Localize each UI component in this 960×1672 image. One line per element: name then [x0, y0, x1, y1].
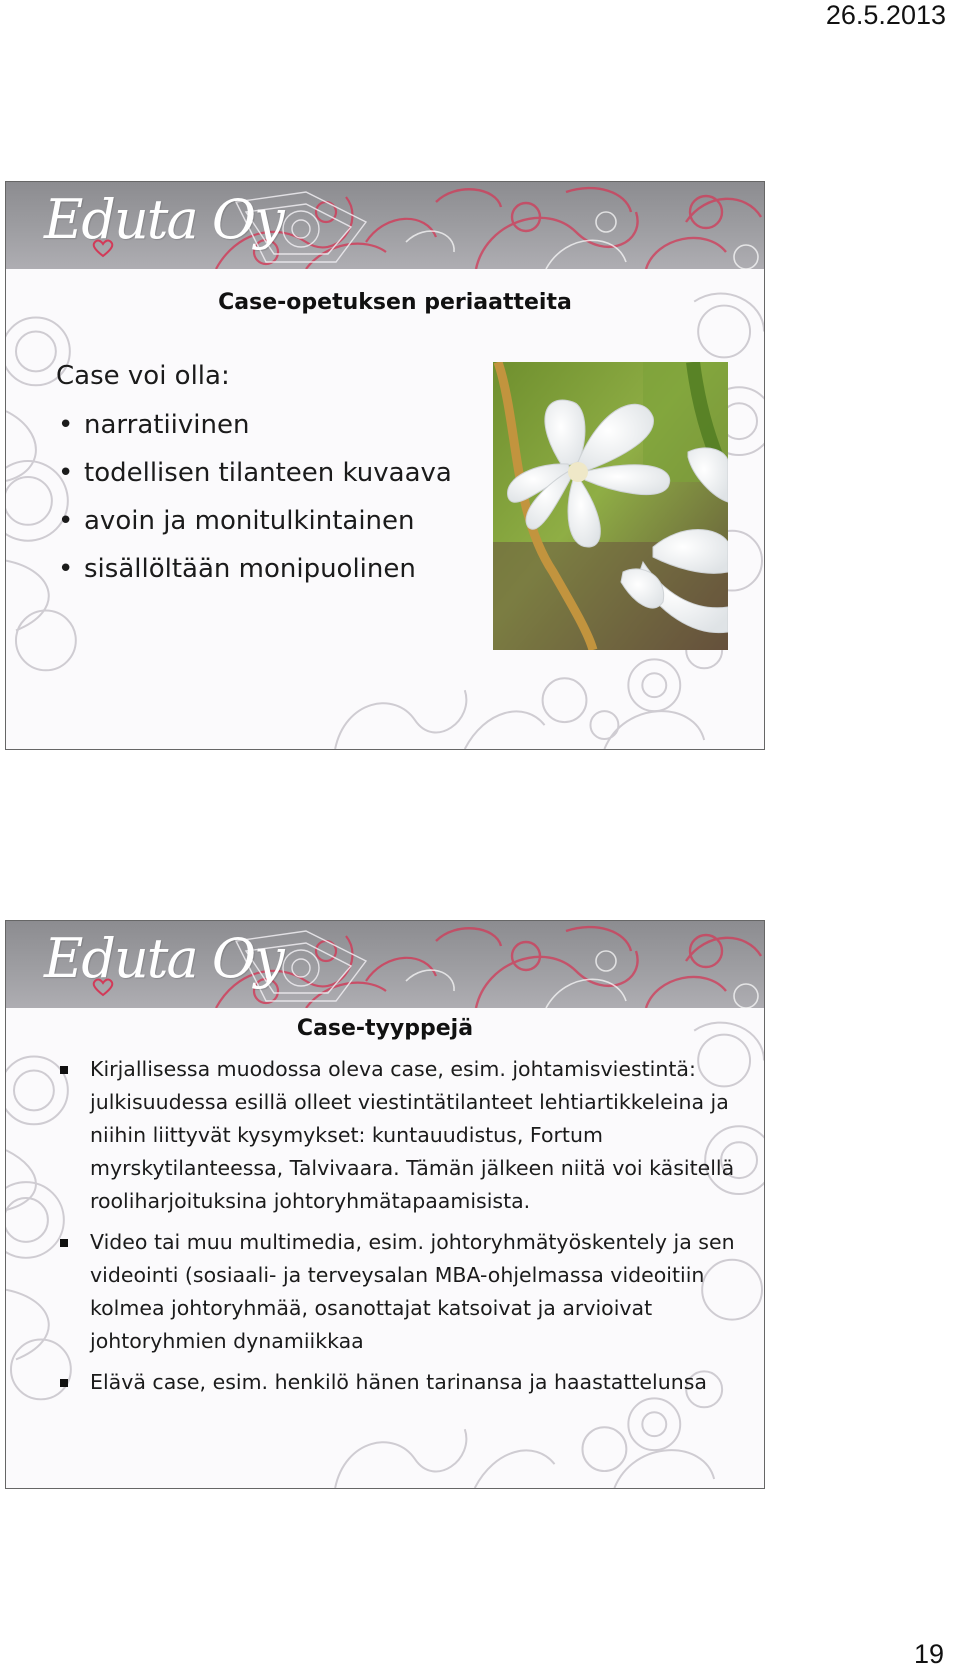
heart-icon	[92, 977, 114, 997]
list-item: Elävä case, esim. henkilö hänen tarinansa ja haastattelunsa	[56, 1366, 746, 1399]
intro-text: Case voi olla:	[56, 361, 230, 391]
slide-title: Case-opetuksen periaatteita	[218, 290, 572, 315]
list-item: • avoin ja monitulkintainen	[58, 506, 415, 536]
heart-icon	[92, 238, 114, 258]
slide-header-banner	[6, 182, 764, 269]
slide-content	[6, 1008, 764, 1488]
list-item: • sisällöltään monipuolinen	[58, 554, 416, 584]
bullet-icon: •	[58, 554, 74, 584]
list-item: Video tai muu multimedia, esim. johtoryhmätyöskentely ja sen videointi (sosiaali- ja terveysalan MBA-ohjelmassa videoitiin kolmea johtoryhmää, osanottajat katsoivat ja arvioivat johtoryhmien dynamiikkaa	[56, 1226, 746, 1358]
slide-title: Case-tyyppejä	[296, 1016, 474, 1041]
bullet-list	[56, 409, 452, 601]
bullet-icon: •	[58, 506, 74, 536]
bullet-icon: •	[58, 410, 74, 440]
square-bullet-icon	[60, 1379, 68, 1387]
slide-1	[5, 181, 765, 750]
slide-2	[5, 920, 765, 1489]
bullet-icon: •	[58, 458, 74, 488]
eduta-logo: Eduta Oy	[44, 188, 283, 251]
list-item: • todellisen tilanteen kuvaava	[58, 458, 452, 488]
page-number: 19	[913, 1639, 944, 1669]
square-bullet-icon	[60, 1066, 68, 1074]
white-flower-photo	[493, 362, 728, 650]
slide-content	[6, 269, 764, 749]
case-type-list	[56, 1053, 746, 1407]
eduta-logo: Eduta Oy	[44, 927, 283, 990]
page-date: 26.5.2013	[825, 0, 946, 30]
square-bullet-icon	[60, 1239, 68, 1247]
list-item: • narratiivinen	[58, 410, 250, 440]
slide-header-banner	[6, 921, 764, 1008]
list-item: Kirjallisessa muodossa oleva case, esim. johtamisviestintä: julkisuudessa esillä olleet viestintätilanteet lehtiartikkeleina ja niihin liittyvät kysymykset: kuntauudistus, Fortum myrskytilanteessa, Talvivaara. Tämän jälkeen niitä voi käsitellä rooliharjoituksina johtoryhmätapaamisista.	[56, 1053, 746, 1218]
